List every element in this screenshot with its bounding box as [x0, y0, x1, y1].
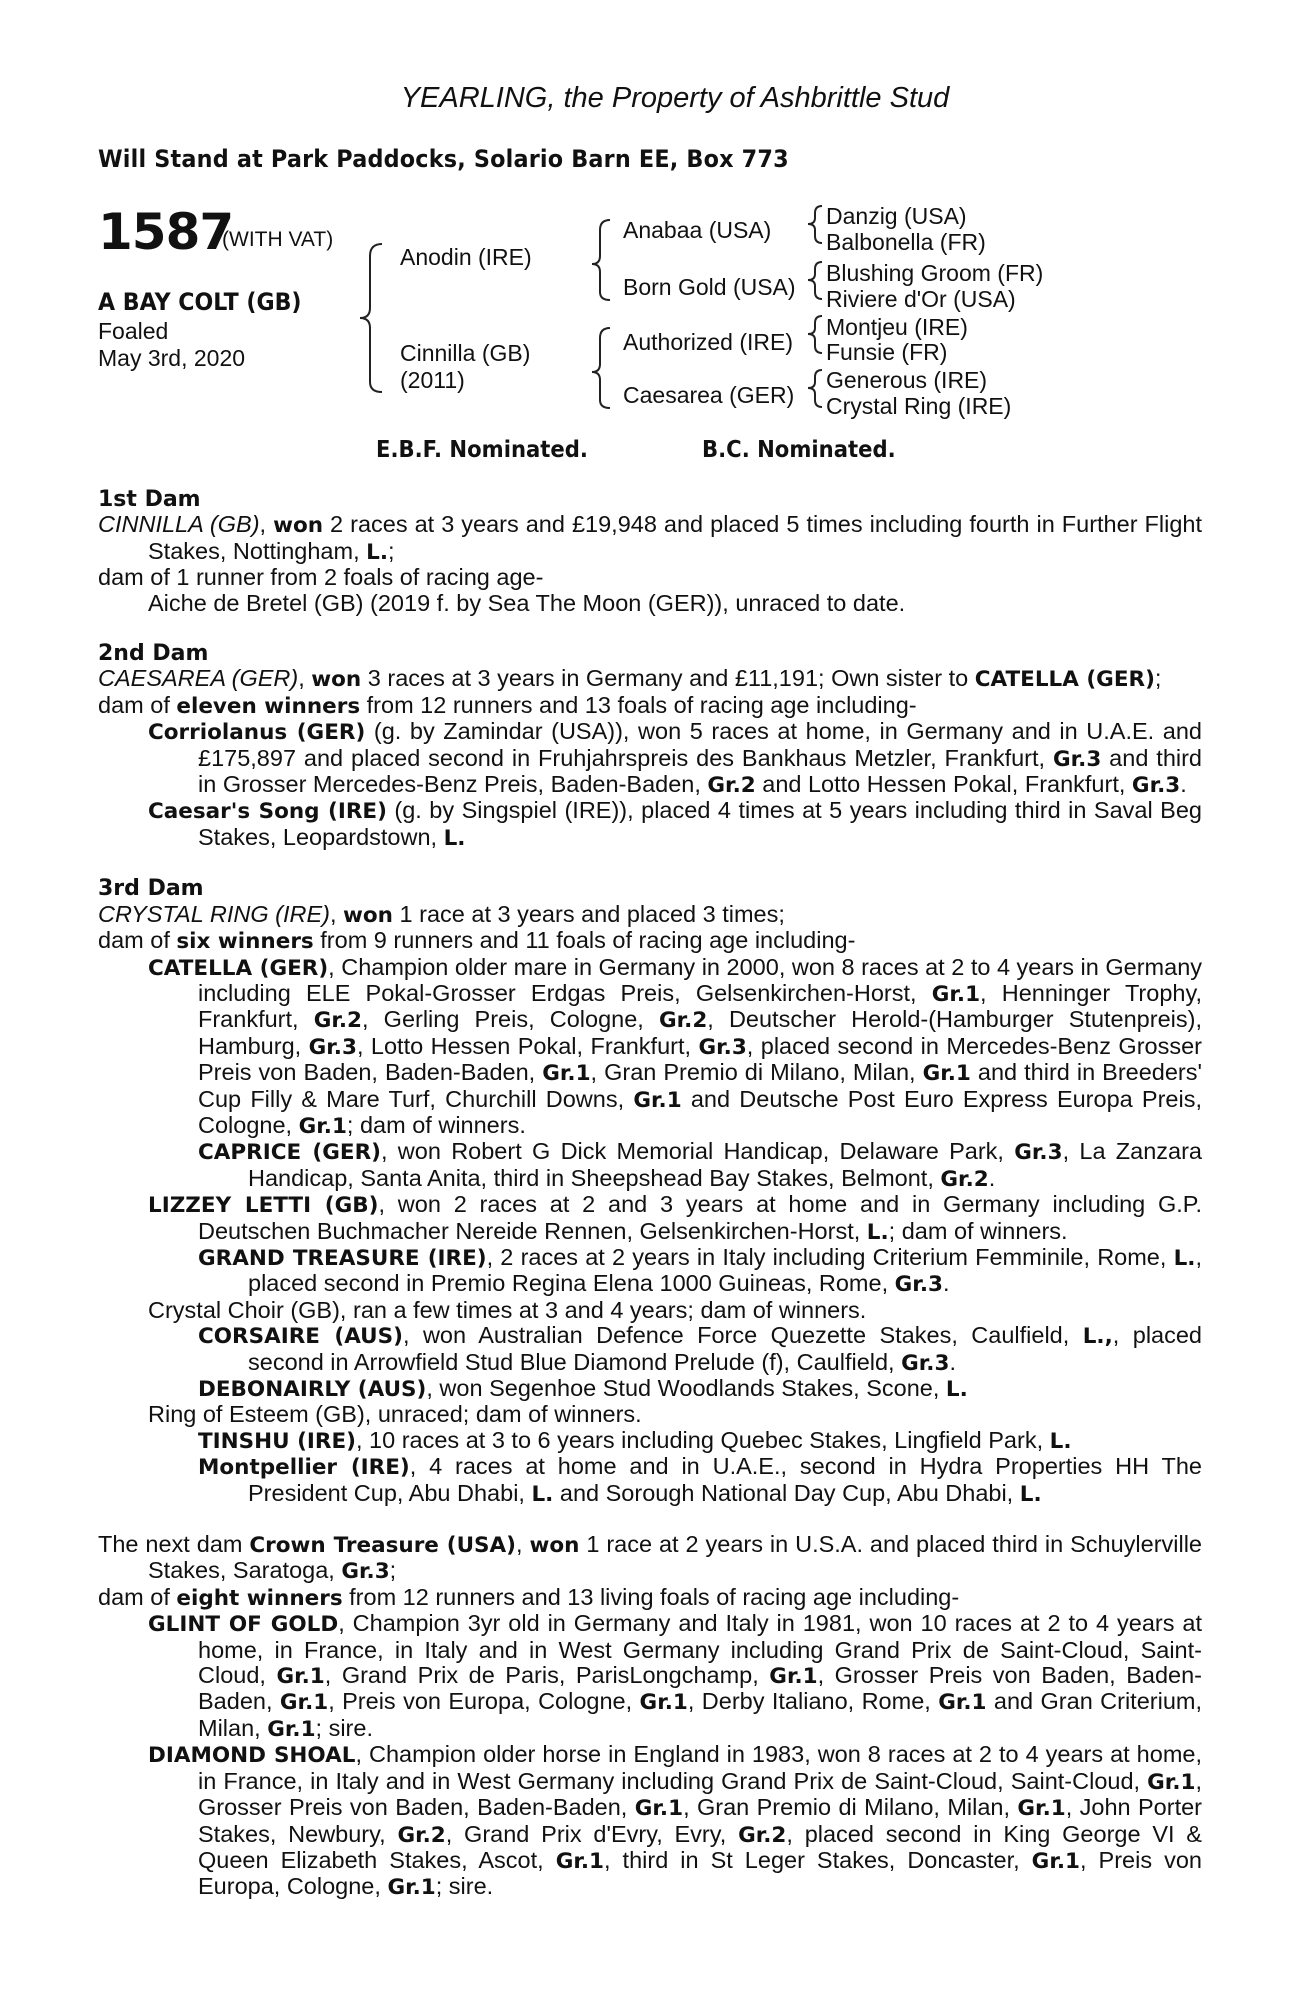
grade: Gr.1 [634, 1796, 684, 1822]
grade: L., [1082, 1324, 1113, 1350]
first-dam-record: CINNILLA (GB), won 2 races at 3 years and £19,948 and placed 5 times including fourth in Further Flight Stakes, Nottingham, L.; [98, 511, 1202, 565]
produce-item [98, 1428, 1202, 1454]
brace-g1 [808, 206, 822, 243]
text: and Gran Criterium, Milan, [198, 1688, 1203, 1741]
text: , 4 races at home and in U.A.E., second in Hydra Properties HH The President Cup, Abu Dhabi, [248, 1453, 1202, 1506]
won-label: won [311, 667, 362, 693]
text: , won 2 races at 2 and 3 years at home and in Germany including G.P. Deutschen Buchmacher Nereide Rennen, Gelsenkirchen-Horst, [198, 1191, 1202, 1244]
text: and Deutsche Post Euro Express Europa Preis, Cologne, [198, 1085, 1202, 1138]
text: from 9 runners and 11 foals of racing age including- [313, 927, 856, 954]
grade: Gr.2 [940, 1166, 989, 1192]
text: (g. by Singspiel (IRE)), placed 4 times at 5 years including third in Saval Beg Stakes, Leopardstown, [198, 797, 1203, 850]
produce-item: Ring of Esteem (GB), unraced; dam of winners. [148, 1401, 642, 1428]
text: , Champion older mare in Germany in 2000, won 8 races at 2 to 4 years in Germany including ELE Pokal-Grosser Erdgas Preis, Gelsenkirchen-Horst, [198, 953, 1203, 1006]
pedigree-g6: Funsie (FR) [826, 339, 948, 365]
horse-name: LIZZEY LETTI (GB) [148, 1193, 379, 1219]
text: dam of [98, 927, 177, 954]
text: dam of [98, 691, 177, 718]
text: , placed second in Premio Regina Elena 1000 Guineas, Rome, [248, 1243, 1202, 1297]
text: , Gran Premio di Milano, Milan, [590, 1059, 923, 1086]
next-dam-record [98, 1532, 1202, 1585]
pedigree-dam: Cinnilla (GB) [400, 340, 531, 366]
produce-item [98, 1323, 1202, 1376]
sister-name: CATELLA (GER) [974, 667, 1155, 693]
text: , won Australian Defence Force Quezette Stakes, Caulfield, [402, 1322, 1083, 1349]
produce-item [98, 1611, 1202, 1742]
horse-name: Caesar's Song (IRE) [148, 799, 387, 825]
grade: Gr.1 [639, 1690, 688, 1716]
grade: Gr.2 [397, 1822, 446, 1848]
text: and third in Breeders' Cup Filly & Mare Turf, Churchill Downs, [198, 1059, 1202, 1112]
grade: Gr.1 [555, 1848, 604, 1874]
ebf-nominated: E.B.F. Nominated. [376, 437, 588, 463]
grade: Gr.1 [633, 1087, 682, 1113]
text: and Lotto Hessen Pokal, Frankfurt, [755, 771, 1132, 798]
stand-location: Will Stand at Park Paddocks, Solario Barn EE, Box 773 [98, 145, 789, 173]
produce-item [98, 1192, 1202, 1245]
grade: Gr.3 [894, 1272, 943, 1298]
won-label: won [529, 1533, 580, 1559]
text: , Grand Prix d'Evry, Evry, [445, 1820, 739, 1847]
text: 1 race at 2 years in U.S.A. and placed third in Schuylerville Stakes, Saratoga, [148, 1531, 1203, 1584]
dam-details [98, 487, 1202, 1901]
text: dam of [98, 1583, 177, 1610]
grade: Gr.3 [1052, 746, 1102, 772]
text: from 12 runners and 13 foals of racing age including- [360, 691, 917, 718]
punct: ; [389, 1557, 397, 1584]
grade: Gr.1 [1017, 1796, 1066, 1822]
text: from 12 runners and 13 living foals of racing age including- [342, 1583, 960, 1610]
third-dam-produce [98, 928, 1202, 954]
text: (g. by Zamindar (USA)), won 5 races at home, in Germany and in U.A.E. and £175,897 and placed second in Fruhjahrspreis des Bankhaus Metzler, Frankfurt, [198, 718, 1202, 771]
text: , Derby Italiano, Rome, [687, 1688, 939, 1715]
text: , Henninger Trophy, Frankfurt, [198, 979, 1202, 1033]
text: , Grosser Preis von Baden, Baden-Baden, [198, 1662, 1202, 1715]
third-dam-heading: 3rd Dam [98, 876, 204, 902]
brace-g4 [808, 370, 822, 407]
winners-count: six winners [176, 929, 314, 955]
punct: ; [1154, 665, 1162, 692]
foaled-date: May 3rd, 2020 [98, 345, 246, 371]
second-dam-name: CAESAREA (GER) [98, 665, 299, 692]
grade: Gr.3 [1131, 773, 1181, 799]
text: 1 race at 3 years and placed 3 times; [393, 900, 785, 927]
pedigree-dam-dam: Caesarea (GER) [623, 382, 795, 408]
text: , placed second in Arrowfield Stud Blue Diamond Prelude (f), Caulfield, [248, 1322, 1202, 1375]
text: and third in Grosser Mercedes-Benz Preis, Baden-Baden, [198, 744, 1203, 798]
grade: Gr.1 [387, 1875, 436, 1901]
pedigree-g4: Riviere d'Or (USA) [826, 286, 1016, 312]
grade: Gr.3 [1014, 1140, 1063, 1166]
text: , Grand Prix de Paris, ParisLongchamp, [324, 1662, 770, 1689]
grade: Gr.1 [267, 1716, 316, 1742]
second-dam-text: 3 races at 3 years in Germany and £11,191; Own sister to [361, 665, 975, 692]
produce-item: Crystal Choir (GB), ran a few times at 3 and 4 years; dam of winners. [148, 1296, 867, 1323]
text: , La Zanzara Handicap, Santa Anita, third in Sheepshead Bay Stakes, Belmont, [248, 1138, 1203, 1191]
pedigree-g1: Danzig (USA) [826, 203, 967, 229]
text: . [949, 1348, 956, 1375]
text: , third in St Leger Stakes, Doncaster, [604, 1846, 1032, 1873]
first-dam-name: CINNILLA (GB) [98, 511, 260, 538]
pedigree-dam-year: (2011) [400, 367, 465, 393]
text: , Deutscher Herold-(Hamburger Stutenpreis), Hamburg, [198, 1006, 1202, 1059]
horse-name: GRAND TREASURE (IRE) [198, 1245, 487, 1271]
brace-g3 [808, 316, 822, 353]
grade: Gr.1 [931, 981, 981, 1007]
horse-name: Corriolanus (GER) [148, 720, 366, 746]
catalogue-title: YEARLING, the Property of Ashbrittle Stud [400, 82, 950, 114]
grade: L. [866, 1219, 889, 1245]
text: , placed second in Mercedes-Benz Grosser Preis von Baden, Baden-Baden, [198, 1032, 1202, 1086]
pedigree-dam-sire: Authorized (IRE) [623, 329, 794, 355]
winners-count: eight winners [176, 1585, 343, 1611]
lot-number: 1587 [98, 203, 234, 261]
text: , Preis von Europa, Cologne, [198, 1846, 1202, 1900]
text: . [988, 1164, 996, 1191]
next-dam-name: Crown Treasure (USA) [249, 1533, 517, 1559]
grade: Gr.3 [698, 1034, 747, 1060]
brace-dam [592, 328, 610, 408]
text: ; dam of winners. [888, 1217, 1068, 1244]
produce-item [98, 1139, 1202, 1192]
produce-item [98, 955, 1202, 1140]
produce-item [98, 1454, 1202, 1507]
pedigree-sire-sire: Anabaa (USA) [623, 217, 772, 243]
produce-item [98, 1742, 1202, 1900]
grade: Gr.1 [1147, 1769, 1196, 1795]
grade: Gr.3 [308, 1034, 357, 1060]
text: , Gran Premio di Milano, Milan, [683, 1794, 1018, 1821]
second-dam-heading: 2nd Dam [98, 641, 209, 667]
text: , Champion older horse in England in 1983, won 8 races at 2 to 4 years at home, in France, in Italy and in West Germany including Grand Prix de Saint-Cloud, Saint-Cloud, [198, 1741, 1202, 1794]
won-label: won [343, 902, 393, 928]
text: ; sire. [435, 1873, 494, 1900]
won-label: won [273, 513, 324, 539]
first-dam-heading: 1st Dam [98, 487, 201, 512]
text: , Champion 3yr old in Germany and Italy in 1981, won 10 races at 2 to 4 years at home, in France, in Italy and in West Germany including Grand Prix de Saint-Cloud, Saint-Cloud, [198, 1610, 1202, 1689]
pedigree-g7: Generous (IRE) [826, 367, 988, 393]
horse-name: TINSHU (IRE) [198, 1428, 356, 1454]
grade: Gr.1 [1031, 1848, 1080, 1874]
grade: Gr.3 [341, 1559, 390, 1585]
text: . [942, 1270, 950, 1297]
pedigree-g8: Crystal Ring (IRE) [826, 393, 1012, 419]
horse-name: DIAMOND SHOAL [148, 1743, 356, 1769]
grade: Gr.1 [938, 1690, 987, 1716]
brace-g2 [808, 262, 822, 299]
text: , 2 races at 2 years in Italy including Criterium Femminile, Rome, [486, 1243, 1174, 1270]
text: The next dam [98, 1531, 250, 1558]
grade: Gr.1 [769, 1664, 818, 1690]
first-dam-produce: dam of 1 runner from 2 foals of racing age- [98, 564, 544, 591]
text: . [1180, 771, 1187, 798]
grade: L. [1019, 1481, 1042, 1507]
produce-item [98, 798, 1202, 851]
next-dam-produce [98, 1585, 1202, 1611]
horse-name: CATELLA (GER) [148, 955, 329, 981]
bc-nominated: B.C. Nominated. [702, 437, 896, 463]
grade: Gr.1 [298, 1113, 347, 1139]
third-dam-name: CRYSTAL RING (IRE) [98, 900, 330, 927]
pedigree-g3: Blushing Groom (FR) [826, 260, 1044, 286]
pedigree-sire-dam: Born Gold (USA) [623, 274, 796, 300]
text: ; dam of winners. [346, 1111, 526, 1138]
brace-sire [592, 220, 610, 300]
grade: L. [1049, 1428, 1072, 1454]
produce-item [98, 1376, 1202, 1402]
second-dam-record: CAESAREA (GER), won 3 races at 3 years in Germany and £11,191; Own sister to CATELLA (GER); [98, 665, 1162, 693]
lot-description: A BAY COLT (GB) [98, 288, 302, 316]
grade: Gr.1 [279, 1690, 329, 1716]
winners-count: eleven winners [176, 693, 361, 719]
grade: Gr.1 [276, 1664, 325, 1690]
grade: L. [531, 1481, 554, 1507]
grade: L. [443, 825, 466, 851]
produce-item: Aiche de Bretel (GB) (2019 f. by Sea The Moon (GER)), unraced to date. [148, 589, 906, 616]
punct: , [516, 1531, 530, 1558]
grade: Gr.2 [738, 1822, 787, 1848]
foaled-label: Foaled [98, 318, 169, 344]
text: , won Segenhoe Stud Woodlands Stakes, Scone, [426, 1375, 946, 1401]
horse-name: CAPRICE (GER) [198, 1140, 381, 1166]
first-dam-text: 2 races at 3 years and £19,948 and placed 5 times including fourth in Further Flight Stakes, Nottingham, [148, 511, 1202, 564]
text: , Lotto Hessen Pokal, Frankfurt, [356, 1032, 699, 1059]
grade: Gr.2 [658, 1008, 708, 1034]
text: ; sire. [315, 1714, 373, 1741]
text: , won Robert G Dick Memorial Handicap, Delaware Park, [380, 1138, 1015, 1165]
pedigree-sire: Anodin (IRE) [400, 244, 532, 270]
listed-label: L. [366, 539, 389, 565]
punct: ; [388, 537, 395, 564]
text: , John Porter Stakes, Newbury, [198, 1794, 1202, 1847]
second-dam-produce [98, 693, 1202, 719]
grade: Gr.1 [922, 1061, 971, 1087]
text: , 10 races at 3 to 6 years including Quebec Stakes, Lingfield Park, [355, 1426, 1050, 1453]
text: and Sorough National Day Cup, Abu Dhabi, [553, 1479, 1020, 1506]
brace-main [360, 244, 382, 392]
grade: Gr.1 [542, 1061, 591, 1087]
third-dam-record: CRYSTAL RING (IRE), won 1 race at 3 years and placed 3 times; [98, 900, 785, 928]
produce-item [98, 1245, 1202, 1298]
horse-name: GLINT OF GOLD [148, 1612, 339, 1638]
text: , Grosser Preis von Baden, Baden-Baden, [198, 1767, 1202, 1821]
horse-name: CORSAIRE (AUS) [198, 1324, 403, 1350]
pedigree-g5: Montjeu (IRE) [826, 314, 968, 340]
pedigree-g2: Balbonella (FR) [826, 229, 986, 255]
grade: Gr.2 [707, 773, 756, 799]
text: , Gerling Preis, Cologne, [362, 1006, 659, 1033]
text: , Preis von Europa, Cologne, [328, 1688, 640, 1715]
grade: Gr.2 [313, 1008, 362, 1034]
produce-item [98, 719, 1202, 798]
horse-name: Montpellier (IRE) [198, 1455, 410, 1481]
vat-note: (WITH VAT) [222, 228, 334, 251]
grade: Gr.3 [901, 1350, 950, 1376]
grade: L. [945, 1377, 968, 1402]
grade: L. [1173, 1245, 1196, 1271]
text: , placed second in King George VI & Queen Elizabeth Stakes, Ascot, [198, 1820, 1202, 1873]
horse-name: DEBONAIRLY (AUS) [198, 1377, 427, 1402]
